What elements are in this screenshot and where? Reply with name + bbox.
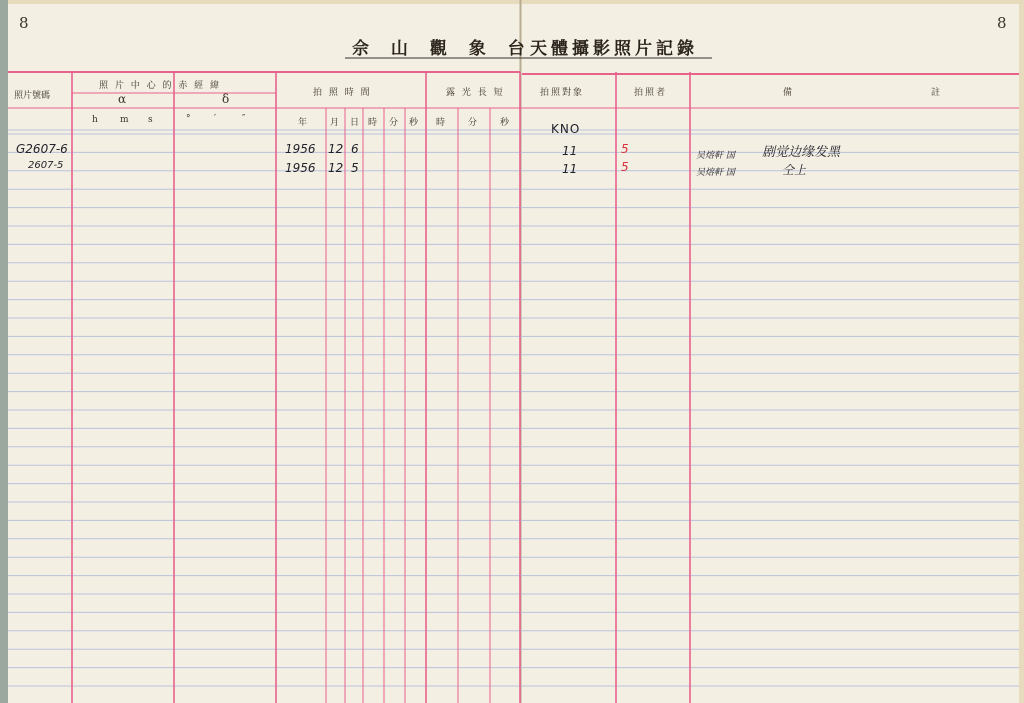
header-photographer: 拍照者 (634, 88, 668, 98)
header-center-coords: 照 片 中 心 的 赤 經 緯 (99, 81, 222, 91)
left-book-edge (0, 0, 8, 703)
header-remarks-2: 註 (931, 88, 943, 98)
sub-exp-hour: 時 (436, 118, 446, 128)
sub-hour: 時 (368, 118, 378, 128)
right-page-title: 天體攝影照片記錄 (530, 39, 698, 59)
header-plate-no: 照片號碼 (14, 91, 51, 101)
row1-month: 12 (328, 142, 344, 156)
sub-s: s (148, 115, 153, 125)
row1-object-mark: 11 (562, 144, 578, 158)
row1-remarks-a: 吴熔軒 国 (696, 151, 735, 161)
row2-remarks-b: 仝上 (782, 163, 807, 177)
row1-object: KNO (551, 122, 581, 136)
right-page (521, 4, 1019, 703)
row2-remarks-a: 吴熔軒 国 (696, 168, 735, 178)
row1-remarks-b: 剧觉边缘发黑 (762, 145, 841, 160)
header-time-taken: 拍 照 時 間 (313, 88, 372, 98)
header-delta: δ (222, 92, 230, 106)
row2-day: 5 (351, 161, 359, 175)
row1-day: 6 (351, 142, 359, 156)
row2-object-mark: 11 (562, 162, 578, 176)
sub-m: m (120, 115, 129, 125)
row2-photographer: 5 (621, 160, 629, 174)
header-remarks-1: 備 (783, 88, 795, 98)
right-page-number: 8 (997, 14, 1007, 32)
header-object: 拍照對象 (540, 88, 585, 98)
sub-sec: ″ (242, 114, 246, 124)
sub-min: ′ (214, 114, 217, 124)
row1-year: 1956 (285, 142, 316, 156)
sub-exp-second: 秒 (500, 118, 510, 128)
header-exposure: 露 光 長 短 (446, 88, 505, 98)
sub-second: 秒 (409, 118, 419, 128)
header-alpha: α (118, 92, 127, 106)
row2-plate-no: 2607-5 (28, 160, 64, 171)
left-page (8, 4, 520, 703)
sub-exp-minute: 分 (468, 118, 478, 128)
row2-month: 12 (328, 161, 344, 175)
left-page-number: 8 (19, 14, 29, 32)
sub-year: 年 (298, 118, 308, 128)
left-page-title: 佘 山 觀 象 台 (352, 39, 533, 59)
row2-year: 1956 (285, 161, 316, 175)
sub-day: 日 (350, 118, 360, 128)
sub-deg: ° (186, 114, 191, 124)
row1-photographer: 5 (621, 142, 629, 156)
sub-h: h (92, 115, 98, 125)
sub-minute: 分 (389, 118, 399, 128)
sub-month: 月 (330, 118, 340, 128)
row1-plate-no: G2607-6 (16, 142, 68, 156)
